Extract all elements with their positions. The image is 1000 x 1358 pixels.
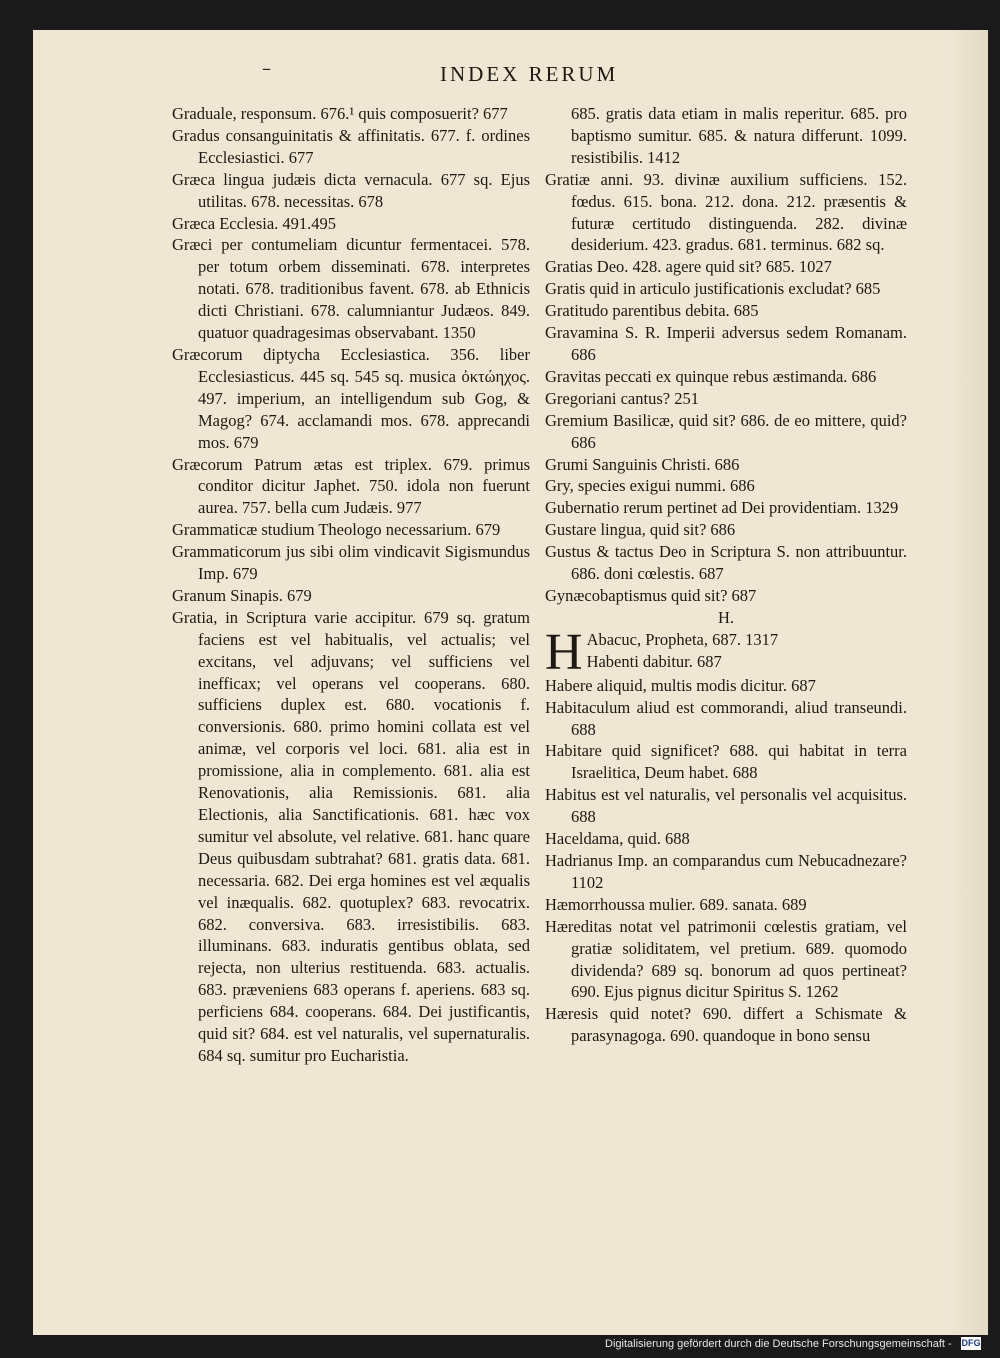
index-entry: Grammaticorum jus sibi olim vindicavit Sigismundus Imp. 679: [172, 542, 530, 584]
index-entry: Grammaticæ studium Theologo necessarium. 679: [172, 520, 501, 540]
index-entry: 685. gratis data etiam in malis reperitur. 685. pro baptismo sumitur. 685. & natura differunt. 1099. resistibilis. 1412: [571, 104, 907, 167]
index-entry: Gustare lingua, quid sit? 686: [545, 520, 736, 540]
index-entry: Hæresis quid notet? 690. differt a Schismate & parasynagoga. 690. quandoque in bono sensu: [545, 1004, 907, 1046]
index-entry: Gubernatio rerum pertinet ad Dei providentiam. 1329: [545, 498, 899, 518]
index-entry: Gynæcobaptismus quid sit? 687: [545, 585, 757, 605]
index-entry: Gregoriani cantus? 251: [545, 388, 699, 408]
index-entry: Gratiæ anni. 93. divinæ auxilium sufficiens. 152. fœdus. 615. bona. 212. dona. 212. præsentis & futuræ certitudo distinguenda. 282. divinæ desiderium. 423. gradus. 681. terminus. 682 sq.: [545, 169, 907, 255]
index-entry: Habitaculum aliud est commorandi, aliud transeundi. 688: [545, 697, 907, 739]
index-entry: Gratias Deo. 428. agere quid sit? 685. 1027: [545, 257, 832, 277]
index-entry: Gratia, in Scriptura varie accipitur. 679 sq. gratum faciens est vel habitualis, vel actualis; vel excitans, vel adjuvans; vel sufficiens vel inefficax; vel operans vel cooperans. 680. sufficiens duplex est. 680. vocationis f. conversionis. 680. primo homini collata est vel animæ, vel corporis vel loci. 681. alia est in promissione, alia in complemento. 681. alia est Renovationis, alia Remissionis. 681. alia Electionis, alia Sanctificationis. 681. hæc vox sumitur vel absolute, vel relative. 681. hanc quare Deus quibusdam subtrahat? 681. gratis data. 681. necessaria. 682. Dei erga homines est vel æqualis vel inæqualis. 682. quotuplex? 683. revocatrix. 682. conversiva. 683. irresistibilis. 683. illuminans. 683. induratis gentibus oblata, sed rejecta, non ulterius restituenda. 683. actualis. 683. præveniens 683 operans f. aperiens. 683 sq. perficiens 684. cooperans. 684. Dei justificantis, quid sit? 684. est vel naturalis, vel supernaturalis. 684 sq. sumitur pro Eucharistia.: [172, 607, 530, 1065]
index-entry: Gravitas peccati ex quinque rebus æstimanda. 686: [545, 366, 877, 386]
index-entry: Habitare quid significet? 688. qui habitat in terra Israelitica, Deum habet. 688: [545, 741, 907, 783]
index-entry: Hæreditas notat vel patrimonii cœlestis gratiam, vel gratiæ soliditatem, vel pretium. 689. quomodo dividenda? 689 sq. bonorum ad quos pertineat? 690. Ejus pignus dicitur Spiritus S. 1262: [545, 916, 907, 1002]
header-dash: –: [262, 58, 271, 79]
index-entry: Græci per contumeliam dicuntur fermentacei. 578. per totum orbem disseminati. 678. interpretes notati. 678. traditionibus favent. 678. ab Ethnicis dicti Christiani. 678. calumniantur Judæos. 849. quatuor quadragesimas observabant. 1350: [172, 235, 530, 343]
left-column: [172, 103, 530, 1067]
index-entry: Haceldama, quid. 688: [545, 829, 690, 849]
index-entry: Granum Sinapis. 679: [172, 585, 312, 605]
index-entry: Græcorum Patrum ætas est triplex. 679. primus conditor dicitur Japhet. 750. idola non fuerunt aurea. 757. bella cum Judæis. 977: [172, 454, 530, 518]
index-entry: Græca lingua judæis dicta vernacula. 677 sq. Ejus utilitas. 678. necessitas. 678: [172, 169, 530, 211]
right-column: [545, 103, 907, 1047]
index-entry: Hæmorrhoussa mulier. 689. sanata. 689: [545, 894, 807, 914]
digitization-credit: Digitalisierung gefördert durch die Deutsche Forschungsgemeinschaft -: [605, 1338, 952, 1350]
index-entry: Gustus & tactus Deo in Scriptura S. non attribuuntur. 686. doni cœlestis. 687: [545, 542, 907, 584]
index-entry: Hadrianus Imp. an comparandus cum Nebucadnezare? 1102: [545, 851, 907, 892]
index-entry: Graduale, responsum. 676.¹ quis composuerit? 677: [172, 104, 508, 123]
index-entry: Grumi Sanguinis Christi. 686: [545, 454, 740, 474]
index-entry: Gratitudo parentibus debita. 685: [545, 301, 759, 321]
running-header: INDEX RERUM: [440, 62, 619, 86]
index-entry: Gravamina S. R. Imperii adversus sedem Romanam. 686: [545, 323, 907, 364]
drop-cap: H: [545, 623, 583, 681]
index-entry: Græcorum diptycha Ecclesiastica. 356. liber Ecclesiasticus. 445 sq. 545 sq. musica ὀκτώηχος. 497. imperium, an intelligendum sub Gog, & Magog? 674. acclamandi mos. 678. apprecandi mos. 679: [172, 344, 530, 452]
index-entry: Abacuc, Propheta, 687. 1317: [586, 629, 779, 649]
section-letter: H.: [717, 607, 735, 627]
index-entry: Gratis quid in articulo justificationis excludat? 685: [545, 279, 881, 299]
dfg-logo: DFG: [961, 1338, 981, 1348]
index-entry: Habenti dabitur. 687: [586, 651, 722, 671]
index-entry: Habitus est vel naturalis, vel personalis vel acquisitus. 688: [545, 785, 907, 827]
index-entry: Græca Ecclesia. 491.495: [172, 213, 337, 233]
index-entry: Gradus consanguinitatis & affinitatis. 677. f. ordines Ecclesiastici. 677: [172, 125, 530, 167]
index-entry: Gry, species exigui nummi. 686: [545, 476, 755, 496]
index-entry: Gremium Basilicæ, quid sit? 686. de eo mittere, quid? 686: [545, 410, 907, 452]
index-entry: Habere aliquid, multis modis dicitur. 687: [545, 675, 816, 695]
drop-cap-entry: [545, 623, 907, 681]
